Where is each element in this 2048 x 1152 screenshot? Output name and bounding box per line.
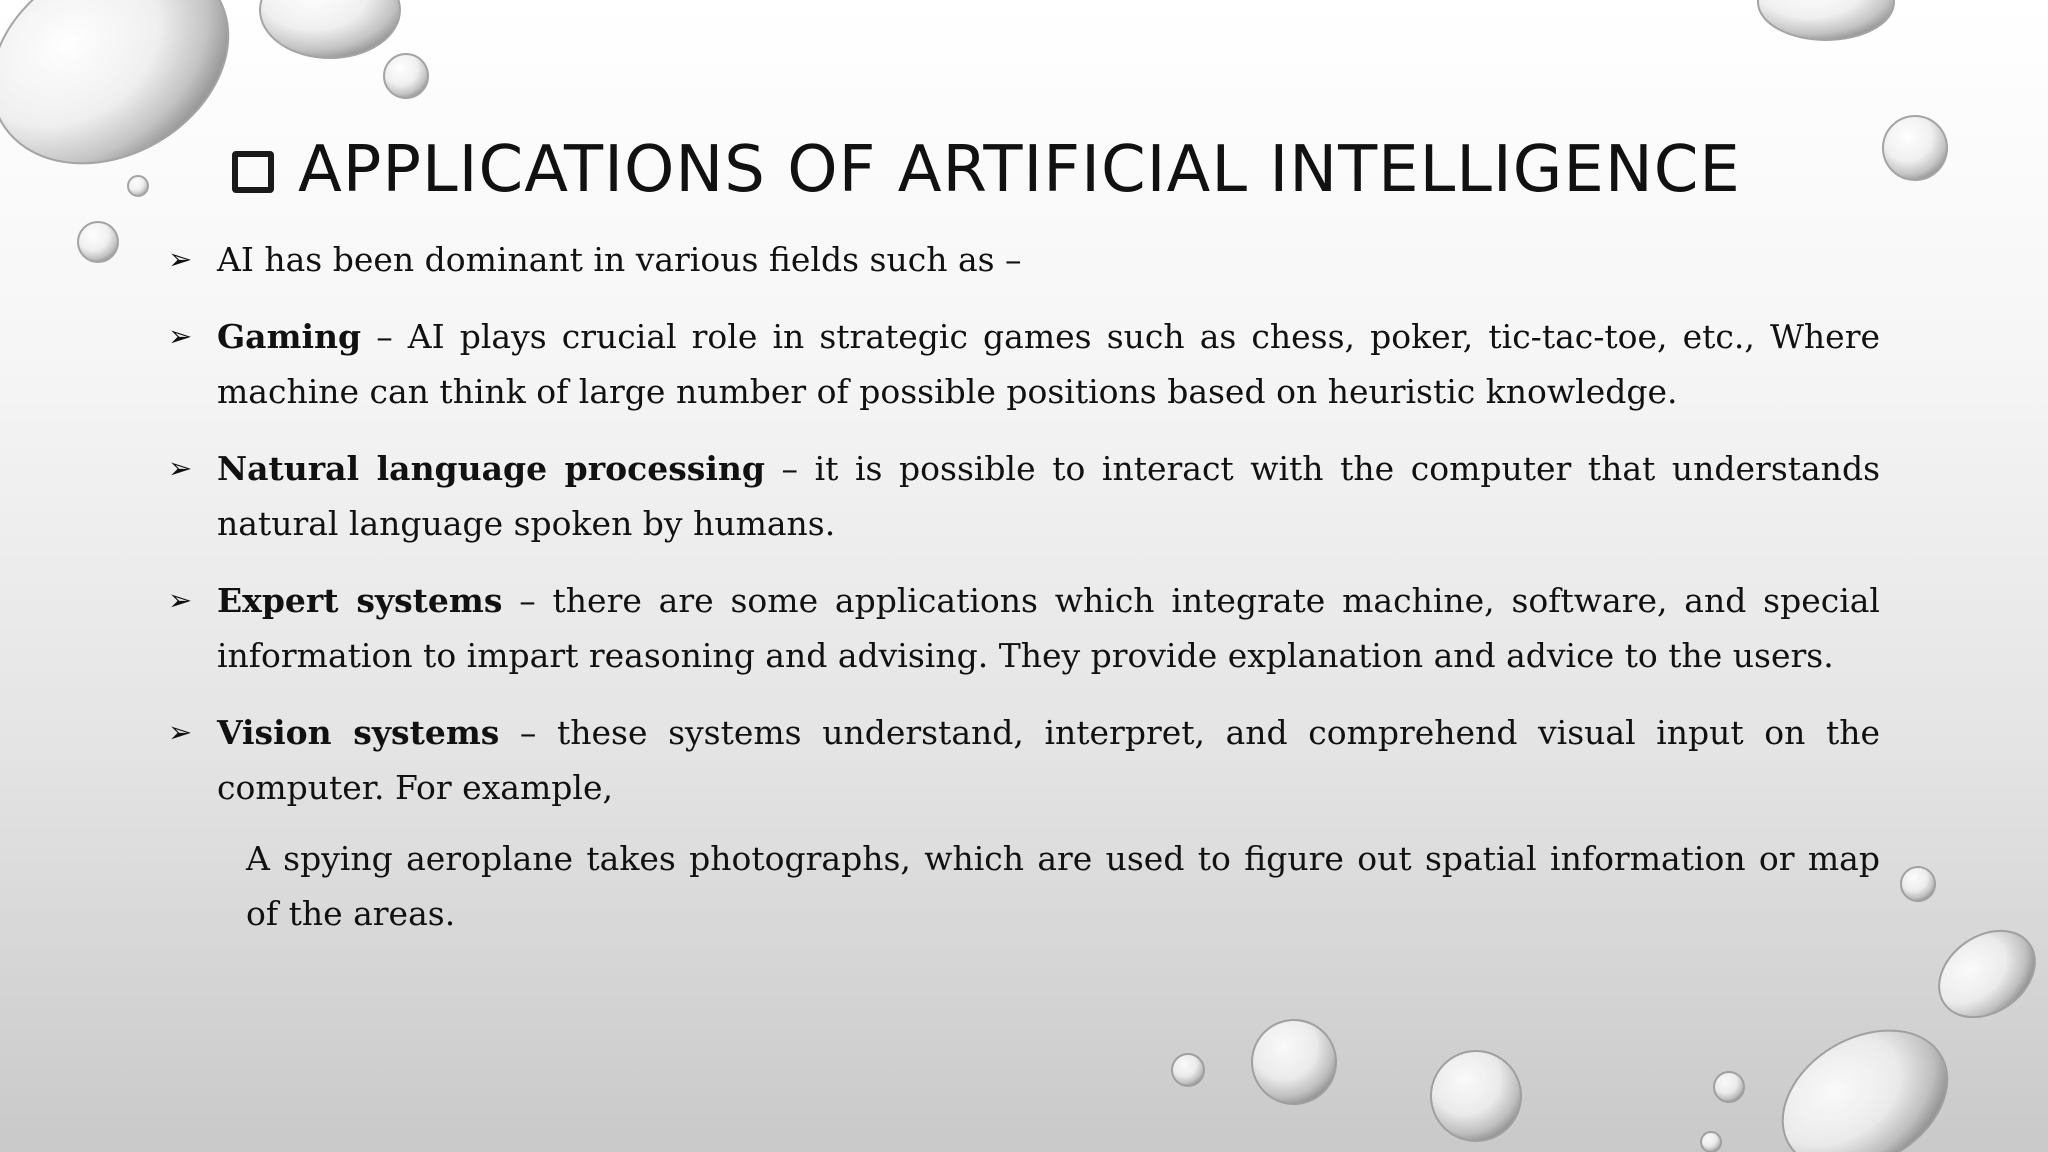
bullet-term: Natural language processing [217,449,765,488]
title-row [232,128,1741,212]
water-drop [1714,1072,1744,1102]
bullet-vision-systems [168,705,1880,815]
water-drop [1252,1020,1336,1104]
water-drop [1431,1051,1521,1141]
water-drop [1901,867,1935,901]
water-drop [1758,1002,1972,1152]
bullet-gaming [168,309,1880,419]
water-drop [1923,913,2048,1035]
bullet-description: – there are some applications which integrate machine, software, and special information to impart reasoning and advising. They provide explanation and advice to the users. [217,581,1880,675]
bullet-list [168,232,1880,941]
water-drop [260,0,400,58]
water-drop [384,54,428,98]
example-paragraph: A spying aeroplane takes photographs, which are used to figure out spatial information or map of the areas. [246,839,1880,933]
bullet-intro [168,232,1880,287]
arrow-bullet-icon: ➢ [168,242,193,276]
water-drop [128,176,148,196]
bullet-text [217,309,1880,419]
bullet-text [217,441,1880,551]
bullet-text [217,705,1880,815]
bullet-text: AI has been dominant in various fields such as – [217,240,1022,279]
bullet-description: – these systems understand, interpret, and comprehend visual input on the computer. For example, [217,713,1880,807]
water-drop [1172,1054,1204,1086]
bullet-term: Gaming [217,317,362,356]
arrow-bullet-icon: ➢ [168,715,193,749]
square-bullet-icon [232,151,274,193]
bullet-expert-systems [168,573,1880,683]
bullet-nlp [168,441,1880,551]
water-drop [0,0,266,205]
arrow-bullet-icon: ➢ [168,451,193,485]
bullet-description: – it is possible to interact with the computer that understands natural language spoken by humans. [217,449,1880,543]
bullet-term: Expert systems [217,581,503,620]
water-drop [78,222,118,262]
bullet-text [217,573,1880,683]
water-drop [1758,0,1894,40]
arrow-bullet-icon: ➢ [168,583,193,617]
arrow-bullet-icon: ➢ [168,319,193,353]
bullet-description: – AI plays crucial role in strategic games such as chess, poker, tic-tac-toe, etc., Where machine can think of large number of possible positions based on heuristic knowledge. [217,317,1880,411]
water-drop [1701,1132,1721,1152]
water-drop [1883,116,1947,180]
bullet-term: Vision systems [217,713,500,752]
slide-title: APPLICATIONS OF ARTIFICIAL INTELLIGENCE [298,133,1741,207]
